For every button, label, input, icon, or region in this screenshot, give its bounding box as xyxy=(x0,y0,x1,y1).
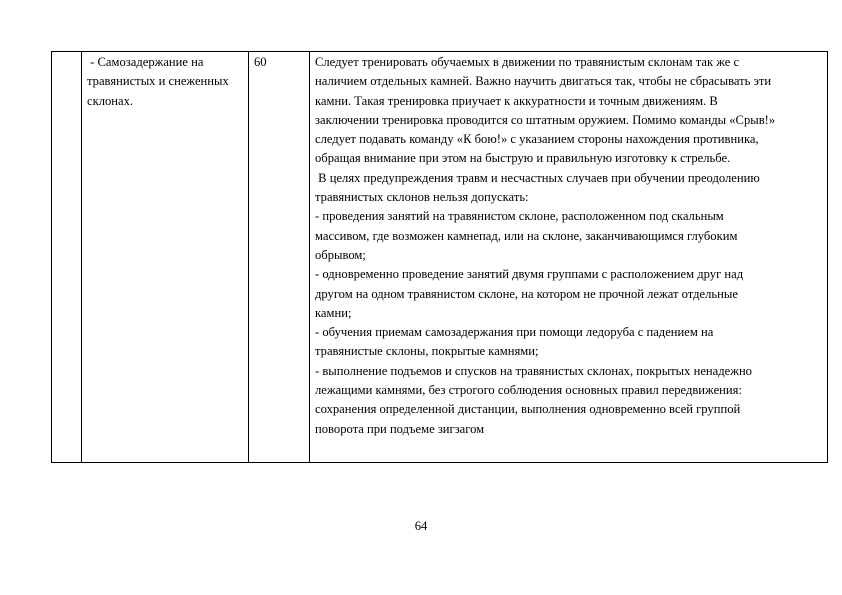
minutes-value: 60 xyxy=(254,55,267,69)
content-line: лежащими камнями, без строгого соблюдения основных правил передвижения: xyxy=(315,383,742,398)
content-line: камни; xyxy=(315,305,352,320)
content-line: - обучения приемам самозадержания при помощи ледоруба с падением на xyxy=(315,325,714,340)
topic-text: - Самозадержание на травянистых и снеженных склонах. xyxy=(87,55,232,108)
content-line: поворота при подъеме зигзагом xyxy=(315,421,485,436)
content-line: - одновременно проведение занятий двумя группами с расположением друг над xyxy=(315,267,744,282)
content-line: наличием отдельных камней. Важно научить двигаться так, чтобы не сбрасывать эти xyxy=(315,74,772,89)
row-number-cell xyxy=(52,52,82,463)
topic-cell xyxy=(82,52,249,463)
content-line: травянистых склонов нельзя допускать: xyxy=(315,190,529,205)
content-line: обрывом; xyxy=(315,247,366,262)
minutes-cell xyxy=(249,52,310,463)
content-line: следует подавать команду «К бою!» с указанием стороны нахождения противника, xyxy=(315,132,759,147)
content-line: сохранения определенной дистанции, выполнения одновременно всей группой xyxy=(315,402,741,417)
content-cell xyxy=(310,52,828,463)
page-number: 64 xyxy=(414,519,428,533)
content-line: В целях предупреждения травм и несчастных случаев при обучении преодолению xyxy=(315,170,760,185)
content-line: обращая внимание при этом на быструю и правильную изготовку к стрельбе. xyxy=(315,151,731,166)
table-row xyxy=(52,52,828,463)
content-line: - выполнение подъемов и спусков на травянистых склонах, покрытых ненадежно xyxy=(315,363,752,378)
content-line: другом на одном травянистом склоне, на котором не прочной лежат отдельные xyxy=(315,286,738,301)
lesson-table xyxy=(51,51,828,463)
content-line: массивом, где возможен камнепад, или на склоне, заканчивающимся глубоким xyxy=(315,228,738,243)
content-line: Следует тренировать обучаемых в движении по травянистым склонам так же с xyxy=(315,55,740,69)
content-line: заключении тренировка проводится со штатным оружием. Помимо команды «Срыв!» xyxy=(315,112,776,127)
content-line: - проведения занятий на травянистом склоне, расположенном под скальным xyxy=(315,209,724,224)
content-line: камни. Такая тренировка приучает к аккуратности и точным движениям. В xyxy=(315,93,718,108)
content-line: травянистые склоны, покрытые камнями; xyxy=(315,344,539,359)
